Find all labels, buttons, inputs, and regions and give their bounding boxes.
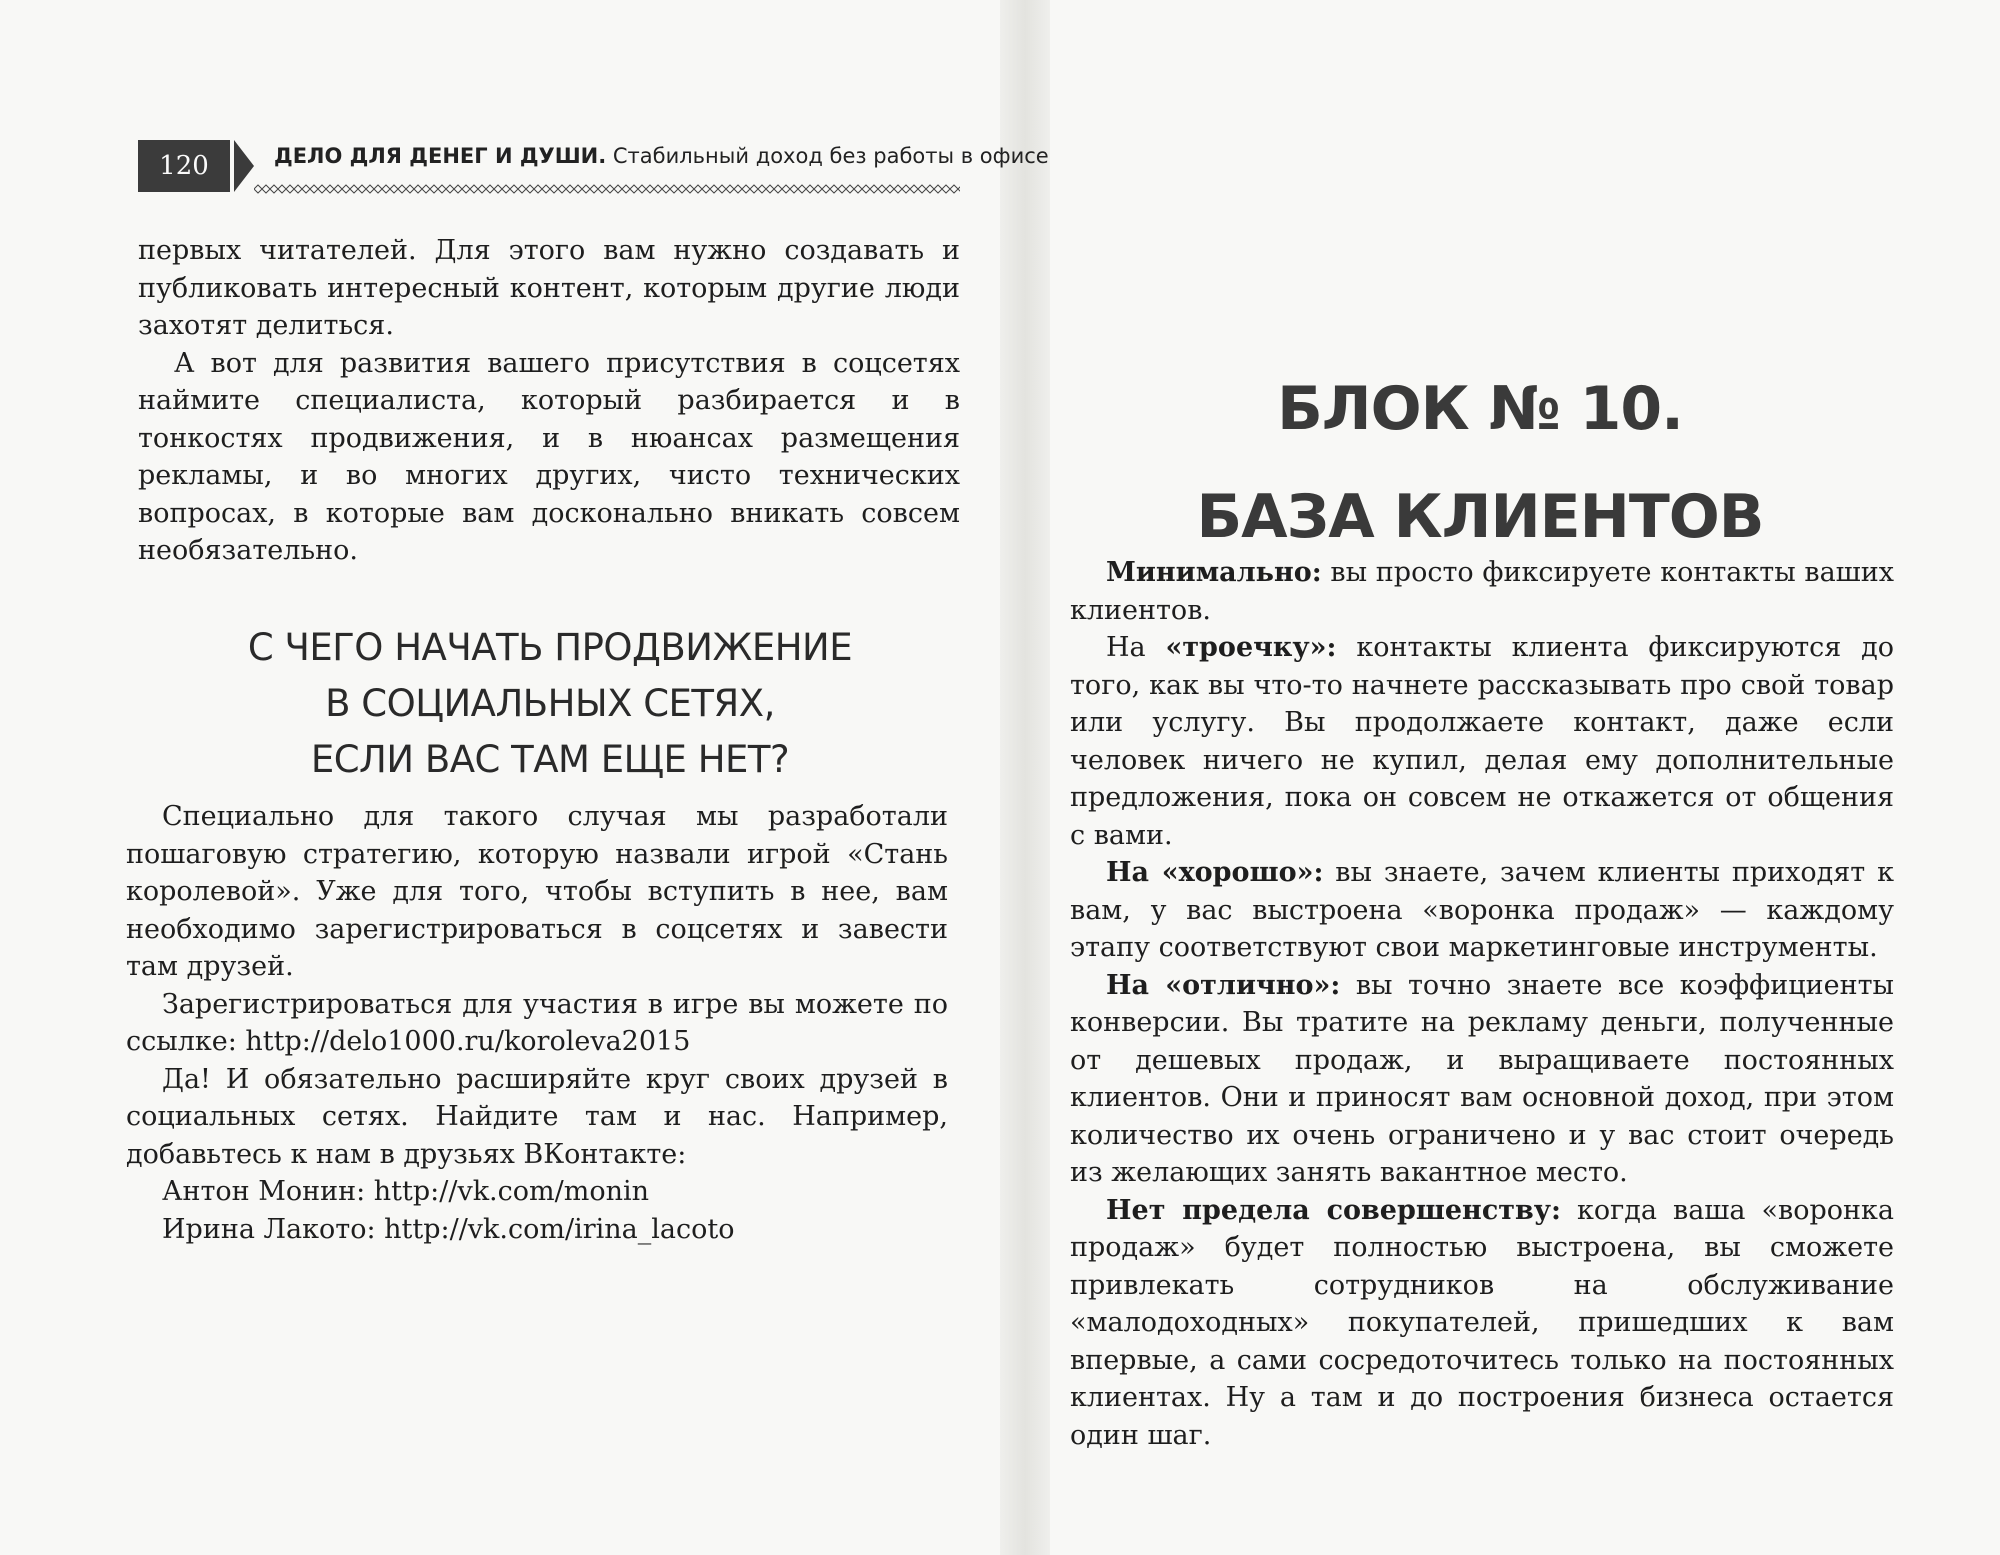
level-three-pre: На [1106, 632, 1166, 663]
contact-irina: Ирина Лакото: http://vk.com/irina_lacoto [162, 1213, 735, 1245]
section-subheading [150, 620, 950, 788]
level-excellent-label: На «отлично»: [1106, 969, 1341, 1001]
level-perfection [1070, 1192, 1894, 1455]
level-minimal-label: Минимально: [1106, 557, 1322, 588]
block-title-name: БАЗА КЛИЕНТОВ [1196, 482, 1764, 552]
intro-paragraph-1: первых читателей. Для этого вам нужно создавать и публиковать интересный контент, которым другие люди захотят делиться. [138, 235, 960, 341]
header-ornament [254, 184, 960, 194]
paragraph-strategy: Специально для такого случая мы разработали пошаговую стратегию, которую назвали игрой «Стань королевой». Уже для того, чтобы вступить в нее, вам необходимо зарегистрироваться в соцсетях и завести там друзей. [126, 801, 948, 982]
paragraph-register-link: Зарегистрироваться для участия в игре вы можете по ссылке: http://delo1000.ru/koroleva2015 [126, 988, 948, 1057]
level-minimal-text: вы просто фиксируете контакты ваших клиентов. [1070, 557, 1894, 626]
level-good-text: вы знаете, зачем клиенты приходят к вам, у вас выстроена «воронка продаж» — каждому этапу соответствуют свои маркетинговые инструменты. [1070, 857, 1894, 963]
level-excellent [1070, 967, 1894, 1192]
paragraph-friends: Да! И обязательно расширяйте круг своих друзей в социальных сетях. Найдите там и нас. Например, добавьтесь к нам в друзьях ВКонтакте: [126, 1063, 948, 1170]
subheading-line-1: С ЧЕГО НАЧАТЬ ПРОДВИЖЕНИЕ [247, 626, 853, 669]
level-three-text: контакты клиента фиксируются до того, как вы что-то начнете рассказывать про свой товар или услугу. Вы продолжаете контакт, даже если человек ничего не купил, делая ему дополнительные предложения, пока он совсем не откажется от общения с вами. [1070, 632, 1894, 851]
header-arrow-icon [234, 140, 254, 192]
intro-paragraph-2: А вот для развития вашего присутствия в соцсетях наймите специалиста, который разбирается и в тонкостях продвижения, и в нюансах размещения рекламы, и во многих других, чисто технических вопросах, в которые вам досконально вникать совсем необязательно. [138, 347, 960, 566]
level-perfection-label: предела совершенству: [1182, 1194, 1561, 1226]
running-header [138, 140, 1049, 192]
level-three-label: «троечку»: [1165, 632, 1337, 663]
page-number: 120 [138, 140, 230, 192]
level-good [1070, 854, 1894, 967]
subheading-line-3: ЕСЛИ ВАС ТАМ ЕЩЕ НЕТ? [310, 738, 790, 781]
level-perfection-text: когда ваша «воронка продаж» будет полностью выстроена, вы сможете привлекать сотрудников на обслуживание «малодоходных» покупателей, пришедших к вам впервые, а сами сосредоточитесь только на постоянных клиентах. Ну а там и до построения бизнеса остается один шаг. [1070, 1194, 1894, 1451]
level-minimal [1070, 554, 1894, 629]
level-excellent-text: вы точно знаете все коэффициенты конверсии. Вы тратите на рекламу деньги, полученные от дешевых продаж, и выращиваете постоянных клиентов. Они и приносят вам основной доход, при этом количество их очень ограничено и у вас стоит очередь из желающих занять вакантное место. [1070, 969, 1894, 1188]
right-body-text [1070, 554, 1894, 1454]
level-perfection-pre: Нет [1106, 1194, 1183, 1226]
header-title-rest: Стабильный доход без работы в офисе [606, 144, 1049, 168]
header-title [274, 144, 1049, 168]
level-three [1070, 629, 1894, 854]
header-title-bold: ДЕЛО ДЛЯ ДЕНЕГ И ДУШИ. [274, 144, 607, 168]
book-gutter [1000, 0, 1050, 1555]
block-title-number: БЛОК № 10. [1277, 374, 1683, 444]
level-good-label: На «хорошо»: [1106, 857, 1324, 888]
left-body-text [126, 798, 948, 1248]
block-title [1090, 355, 1870, 571]
left-intro-text [138, 232, 960, 570]
contact-anton: Антон Монин: http://vk.com/monin [162, 1176, 649, 1207]
subheading-line-2: В СОЦИАЛЬНЫХ СЕТЯХ, [325, 682, 775, 725]
